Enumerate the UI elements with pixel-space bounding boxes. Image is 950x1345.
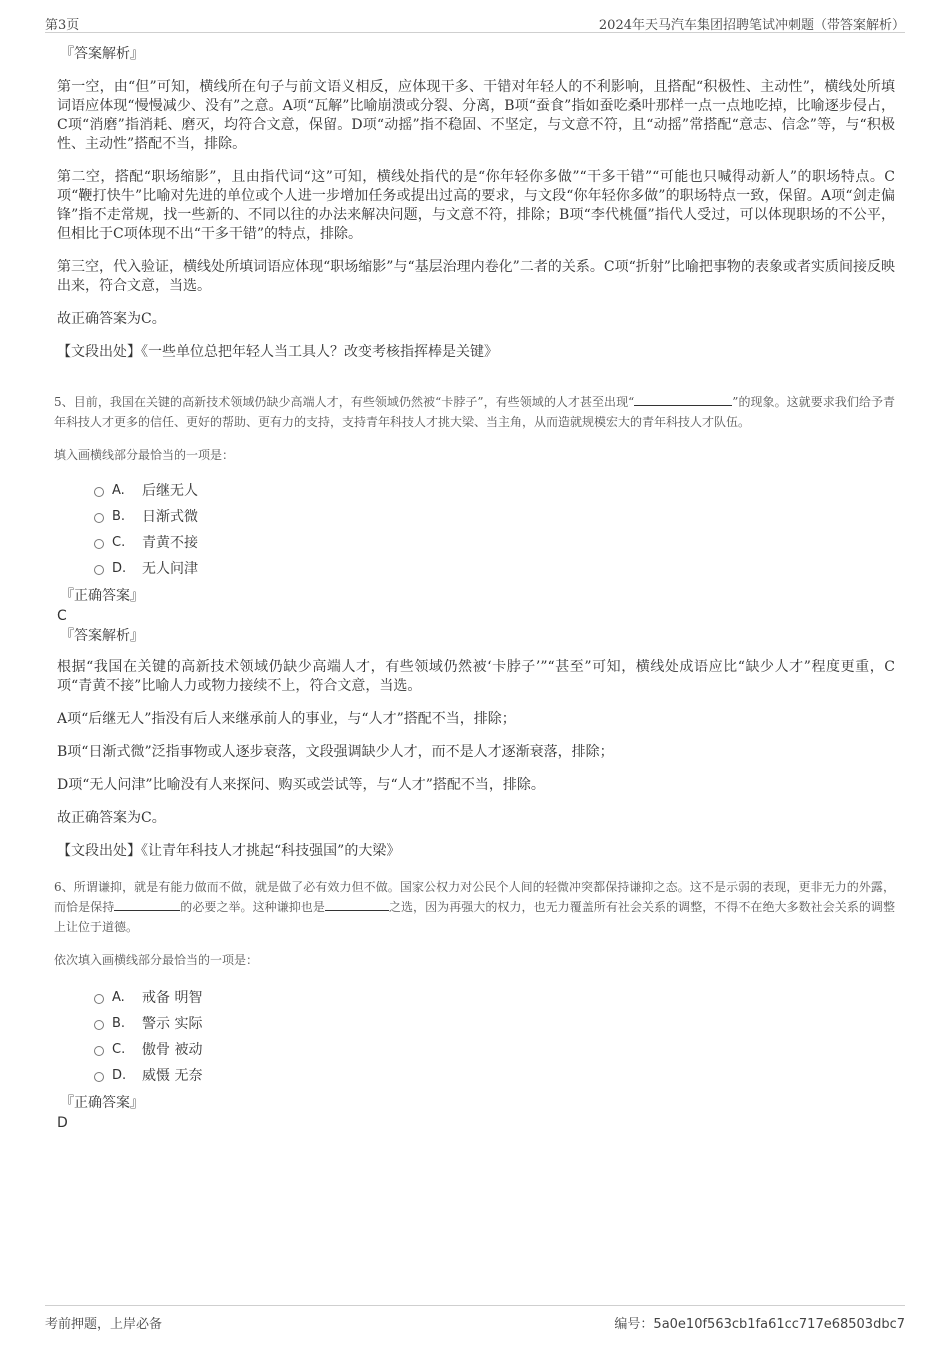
page-header <box>45 12 905 33</box>
option-d[interactable] <box>54 1063 895 1089</box>
correct-answer-value: C <box>57 608 67 624</box>
question-6-text-b: 的必要之举。这种谦抑也是 <box>180 900 325 914</box>
page-content <box>54 44 895 1133</box>
question-5 <box>54 392 895 582</box>
option-b[interactable] <box>54 504 895 530</box>
option-b[interactable] <box>54 1011 895 1037</box>
correct-answer-value: D <box>57 1115 68 1131</box>
option-a[interactable] <box>54 985 895 1011</box>
question-6-options <box>54 985 895 1089</box>
question-5-text-before: 5、目前，我国在关键的高新技术领域仍缺少高端人才，有些领域仍然被“卡脖子”，有些领域的人才甚至出现“ <box>54 395 635 409</box>
question-5-options <box>54 478 895 582</box>
source-citation: 【文段出处】《一些单位总把年轻人当工具人？改变考核指挥棒是关键》 <box>57 344 498 360</box>
option-letter: C. <box>112 535 126 550</box>
question-5-text <box>54 392 895 432</box>
radio-button[interactable] <box>94 1072 104 1082</box>
option-text: 警示 实际 <box>142 1016 203 1032</box>
analysis-paragraph-2: 第二空，搭配“职场缩影”，且由指代词“这”可知，横线处指代的是“你年轻你多做”“干多干错”“可能也只喊得动新人”的职场特点。C项“鞭打快牛”比喻对先进的单位或个人进一步增加任务或提出过高的要求，与文段“你年轻你多做”的职场特点一致，保留。A项“剑走偏锋”指不走常规，找一些新的、不同以往的办法来解决问题，与文意不符，排除；B项“李代桃僵”指代人受过，可以体现职场的不公平，但相比于C项体现不出“干多干错”的特点，排除。 <box>57 169 895 242</box>
document-code <box>614 1313 905 1332</box>
footer-slogan: 考前押题，上岸必备 <box>45 1317 163 1332</box>
question-6-prompt: 依次填入画横线部分最恰当的一项是： <box>54 953 259 967</box>
option-letter: C. <box>112 1042 126 1057</box>
option-text: 戒备 明智 <box>142 990 203 1006</box>
question-6-text-c: 之选，因为再强大的权力，也无力覆盖所有社会关系的调整，不得不在绝大多数社会关系的调整上让位于道德。 <box>54 900 895 934</box>
correct-answer-label: 『正确答案』 <box>60 588 144 604</box>
option-text: 无人问津 <box>142 561 198 577</box>
option-letter: B. <box>112 509 126 524</box>
analysis-paragraph-1: 第一空，由“但”可知，横线所在句子与前文语义相反，应体现干多、干错对年轻人的不利影响，且搭配“积极性、主动性”，横线处所填词语应体现“慢慢减少、没有”之意。A项“瓦解”比喻崩溃或分裂、分离，B项“蚕食”指如蚕吃桑叶那样一点一点地吃掉，比喻逐步侵占，C项“消磨”指消耗、磨灭，均符合文意，保留。D项“动摇”指不稳固、不坚定，与文意不符，且“动摇”常搭配“意志、信念”等，与“积极性、主动性”搭配不当，排除。 <box>57 79 895 152</box>
correct-answer-label: 『正确答案』 <box>60 1095 144 1111</box>
source-citation: 【文段出处】《让青年科技人才挑起“科技强国”的大梁》 <box>57 843 401 859</box>
page-number: 第3页 <box>45 18 80 33</box>
option-c[interactable] <box>54 530 895 556</box>
radio-button[interactable] <box>94 487 104 497</box>
answer-blank <box>325 898 389 911</box>
option-letter: D. <box>112 1068 127 1083</box>
analysis-conclusion: 故正确答案为C。 <box>57 311 166 327</box>
option-letter: D. <box>112 561 127 576</box>
analysis-paragraph-3: 第三空，代入验证，横线处所填词语应体现“职场缩影”与“基层治理内卷化”二者的关系。C项“折射”比喻把事物的表象或者实质间接反映出来，符合文意，当选。 <box>57 259 895 294</box>
radio-button[interactable] <box>94 1046 104 1056</box>
option-a[interactable] <box>54 478 895 504</box>
question-6-text <box>54 877 895 937</box>
analysis-paragraph-4: D项“无人问津”比喻没有人来探问、购买或尝试等，与“人才”搭配不当，排除。 <box>57 777 545 793</box>
option-text: 傲骨 被动 <box>142 1042 203 1058</box>
radio-button[interactable] <box>94 513 104 523</box>
question-6-text-a: 6、所谓谦抑，就是有能力做而不做，就是做了必有效力但不做。国家公权力对公民个人间的轻微冲突都保持谦抑之态。这不是示弱的表现，更非无力的外露，而恰是保持 <box>54 880 895 914</box>
question-6 <box>54 877 895 1089</box>
analysis-conclusion: 故正确答案为C。 <box>57 810 166 826</box>
analysis-paragraph-2: A项“后继无人”指没有后人来继承前人的事业，与“人才”搭配不当，排除； <box>57 711 516 727</box>
option-text: 日渐式微 <box>142 509 198 525</box>
option-c[interactable] <box>54 1037 895 1063</box>
option-text: 威慑 无奈 <box>142 1068 203 1084</box>
option-d[interactable] <box>54 556 895 582</box>
answer-blank <box>114 898 180 911</box>
option-letter: A. <box>112 990 125 1005</box>
question-5-text-after: ”的现象。这就要求我们给予青年科技人才更多的信任、更好的帮助、更有力的支持，支持青年科技人才挑大梁、当主角，从而造就规模宏大的青年科技人才队伍。 <box>54 395 895 429</box>
code-label: 编号： <box>614 1317 654 1332</box>
question-5-prompt: 填入画横线部分最恰当的一项是： <box>54 448 235 462</box>
answer-blank <box>634 393 732 406</box>
option-text: 后继无人 <box>142 483 198 499</box>
option-letter: A. <box>112 483 125 498</box>
analysis-paragraph-3: B项“日渐式微”泛指事物或人逐步衰落，文段强调缺少人才，而不是人才逐渐衰落，排除； <box>57 744 614 760</box>
radio-button[interactable] <box>94 994 104 1004</box>
radio-button[interactable] <box>94 1020 104 1030</box>
option-letter: B. <box>112 1016 126 1031</box>
analysis-label: 『答案解析』 <box>60 628 144 644</box>
page-footer <box>45 1305 905 1332</box>
code-value: 5a0e10f563cb1fa61cc717e68503dbc7 <box>653 1317 905 1332</box>
option-text: 青黄不接 <box>142 535 198 551</box>
radio-button[interactable] <box>94 539 104 549</box>
radio-button[interactable] <box>94 565 104 575</box>
document-title: 2024年天马汽车集团招聘笔试冲刺题（带答案解析） <box>598 18 905 33</box>
analysis-label: 『答案解析』 <box>60 46 144 62</box>
analysis-paragraph-1: 根据“我国在关键的高新技术领域仍缺少高端人才，有些领域仍然被‘卡脖子’”“甚至”可知，横线处成语应比“缺少人才”程度更重，C项“青黄不接”比喻人力或物力接续不上，符合文意，当选。 <box>57 659 895 694</box>
